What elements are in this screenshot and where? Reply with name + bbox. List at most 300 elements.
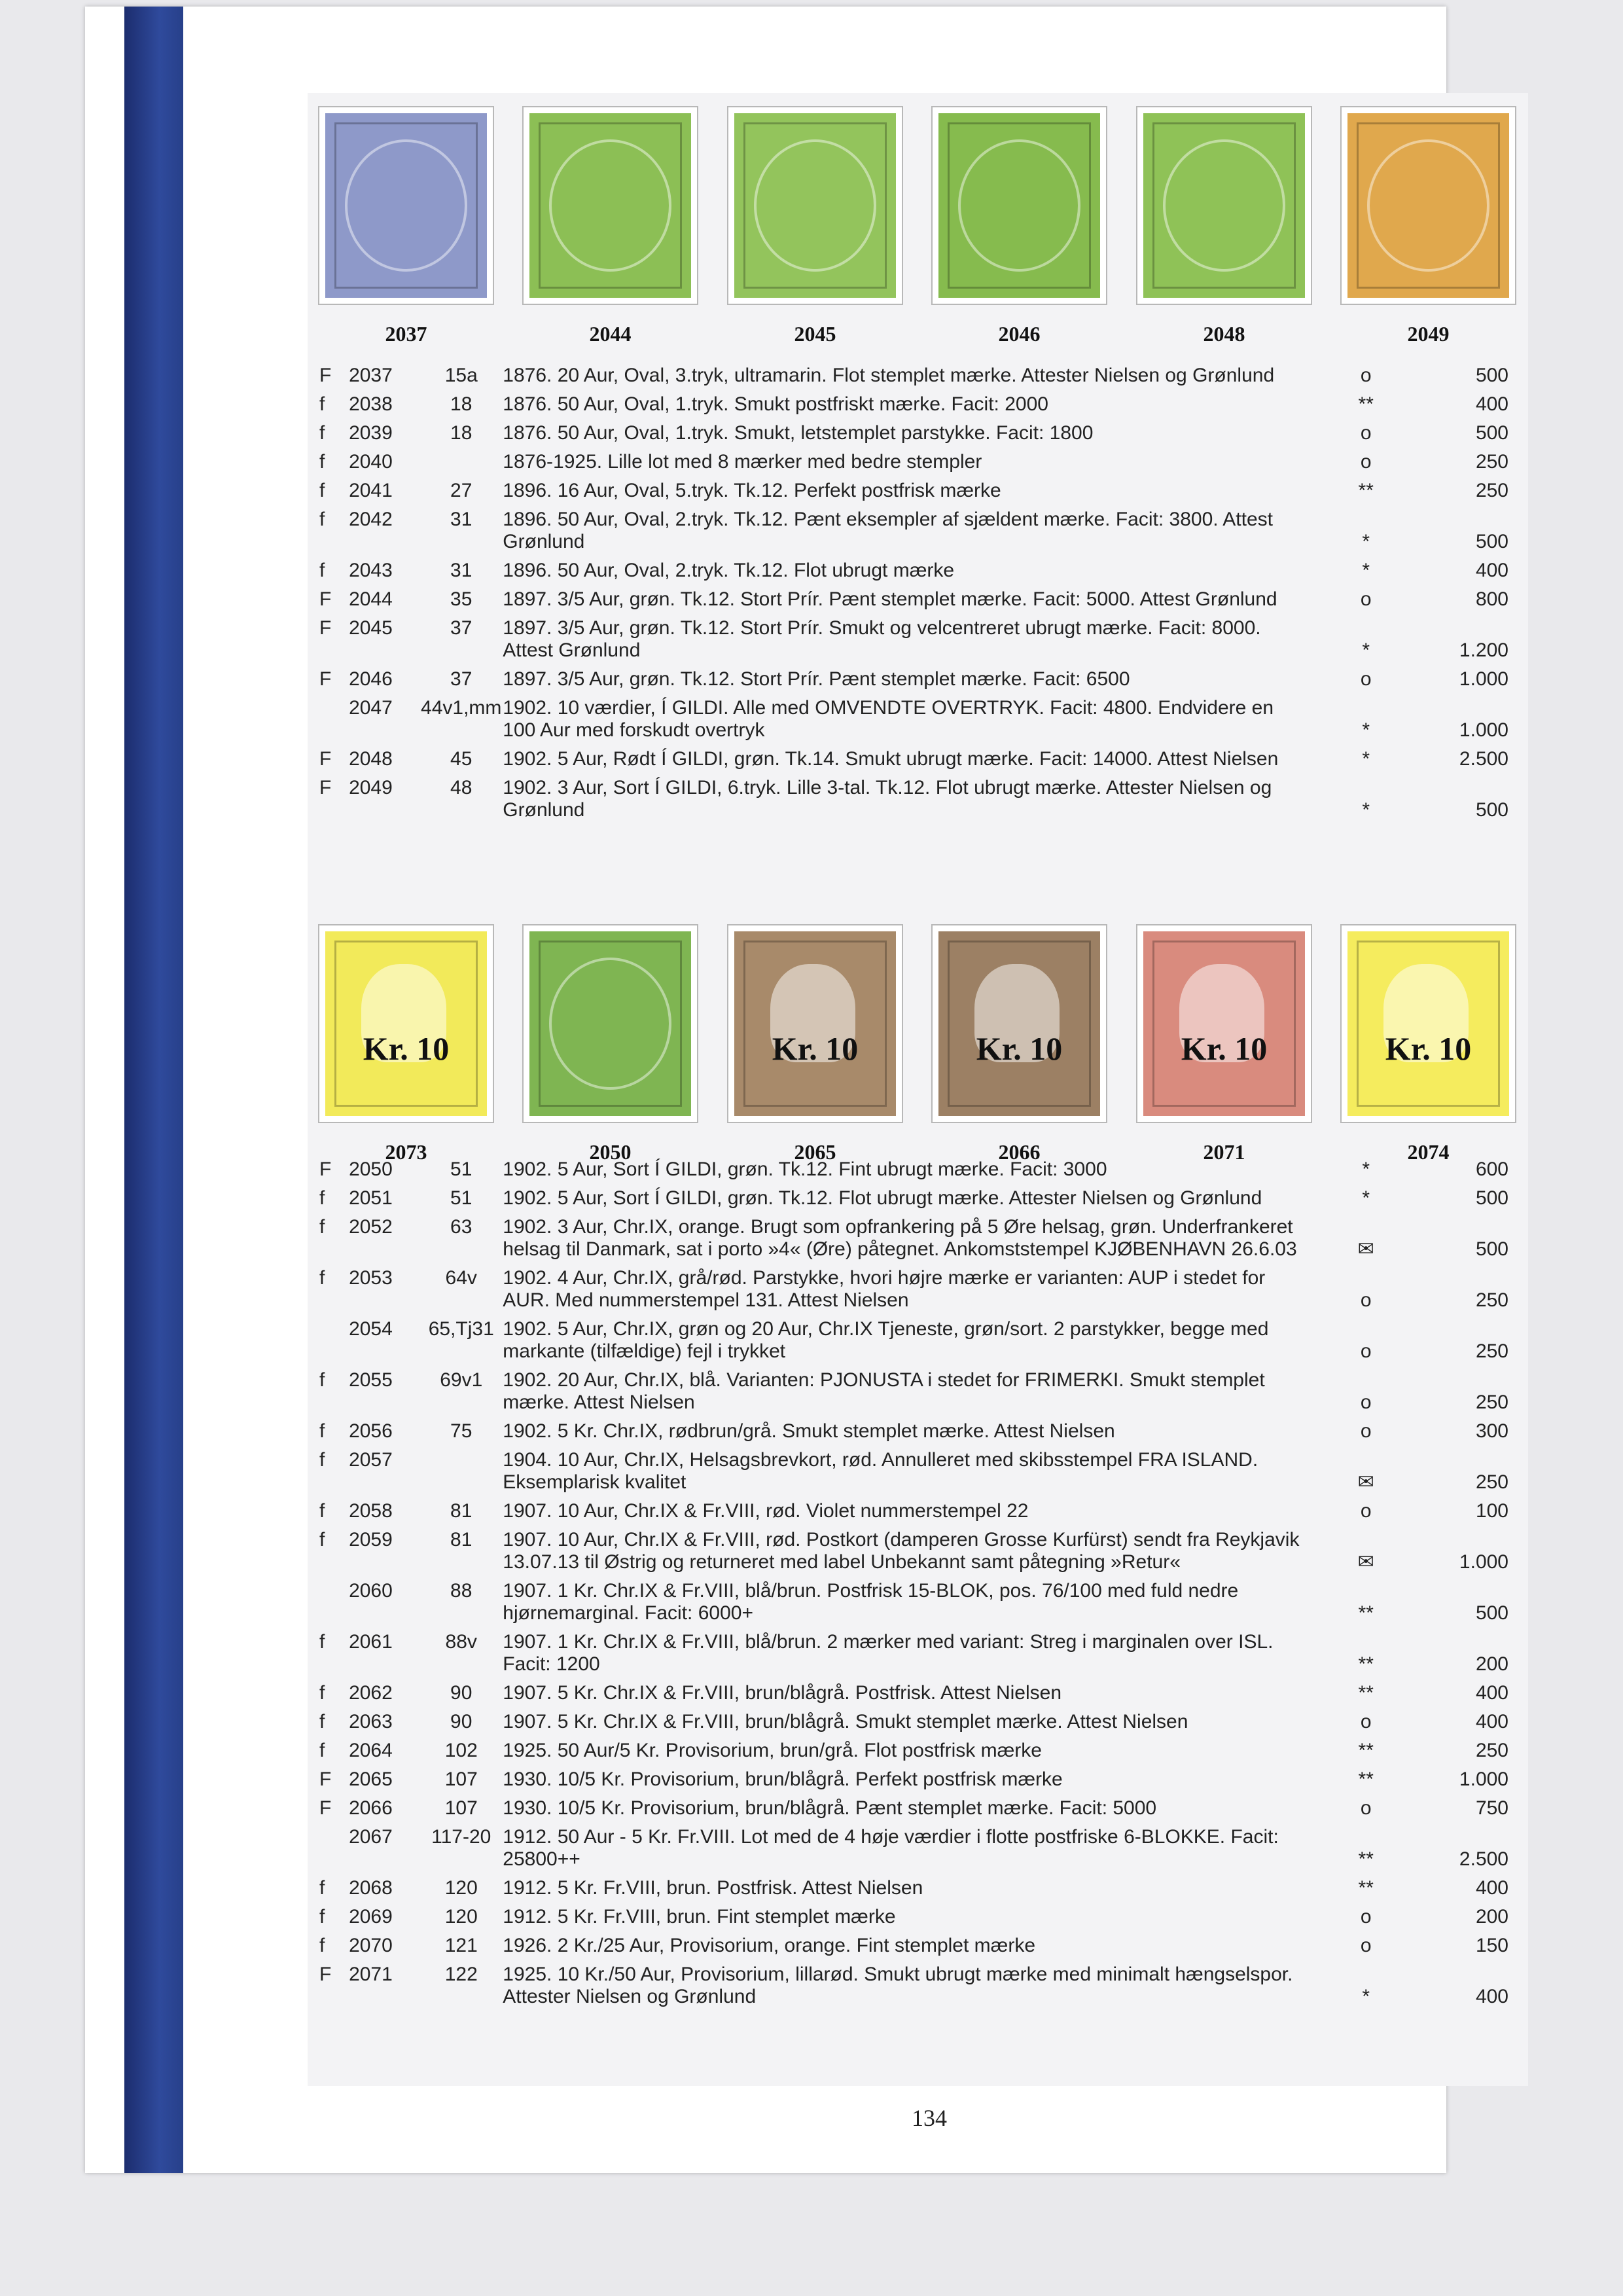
condition-grade: * <box>1362 531 1370 552</box>
condition-grade: * <box>1362 560 1370 581</box>
lot-price: 750 <box>1475 1797 1508 1819</box>
lot-price: 500 <box>1475 799 1508 821</box>
stamp-figure <box>933 925 1106 1164</box>
lot-quality-mark: f <box>319 1187 325 1209</box>
lot-number: 2038 <box>349 393 393 415</box>
lot-price: 200 <box>1475 1906 1508 1928</box>
stamp-caption: 2046 <box>998 322 1041 346</box>
lot-description: 1876. 50 Aur, Oval, 1.tryk. Smukt postfriskt mærke. Facit: 2000 <box>503 393 1048 415</box>
lot-price: 800 <box>1475 588 1508 610</box>
lot-description: 1926. 2 Kr./25 Aur, Provisorium, orange. Fint stemplet mærke <box>503 1935 1036 1956</box>
lot-description: 1896. 50 Aur, Oval, 2.tryk. Tk.12. Pænt eksempler af sjældent mærke. Facit: 3800. Attest Grønlund <box>503 509 1273 552</box>
stamp-caption: 2065 <box>794 1140 836 1164</box>
catalogue-page <box>85 7 1508 2173</box>
lot-price: 500 <box>1475 365 1508 386</box>
condition-grade: o <box>1360 1711 1372 1732</box>
stamp-caption: 2074 <box>1407 1140 1450 1164</box>
lot-table-1 <box>308 361 1528 825</box>
lot-price: 1.000 <box>1459 1551 1508 1573</box>
catalogue-number <box>419 448 503 476</box>
lot-row <box>308 1497 1528 1526</box>
lot-quality-mark: f <box>319 1267 325 1289</box>
lot-number: 2061 <box>349 1631 393 1653</box>
lot-quality-mark: f <box>319 1500 325 1522</box>
stamp-overprint: Kr. 10 <box>363 1030 450 1067</box>
lot-number: 2070 <box>349 1935 393 1956</box>
lot-row <box>308 1446 1528 1497</box>
lot-row <box>308 448 1528 476</box>
lot-number: 2039 <box>349 422 393 444</box>
stamp-figure <box>524 107 697 346</box>
oval-motif <box>1367 139 1489 272</box>
lot-description: 1876-1925. Lille lot med 8 mærker med bedre stempler <box>503 451 982 473</box>
lot-number: 2049 <box>349 777 393 798</box>
stamp-figure <box>1342 925 1515 1164</box>
lot-description: 1925. 50 Aur/5 Kr. Provisorium, brun/grå. Flot postfrisk mærke <box>503 1740 1042 1761</box>
catalogue-number: 45 <box>450 748 473 770</box>
stamp-figure <box>728 925 902 1164</box>
lot-quality-mark <box>308 1577 349 1628</box>
lot-row <box>308 1526 1528 1577</box>
lot-description: 1902. 5 Aur, Sort Í GILDI, grøn. Tk.12. Flot ubrugt mærke. Attester Nielsen og Grønlund <box>503 1187 1262 1209</box>
lot-description: 1897. 3/5 Aur, grøn. Tk.12. Stort Prír. Smukt og velcentreret ubrugt mærke. Facit: 8000. Attest Grønlund <box>503 617 1261 661</box>
catalogue-number: 27 <box>450 480 473 501</box>
lot-number: 2044 <box>349 588 393 610</box>
lot-number: 2045 <box>349 617 393 639</box>
lot-price: 400 <box>1475 1711 1508 1732</box>
lot-number: 2046 <box>349 668 393 690</box>
lot-number: 2060 <box>349 1580 393 1602</box>
lot-number: 2057 <box>349 1449 393 1471</box>
lot-number: 2056 <box>349 1420 393 1442</box>
lot-number: 2048 <box>349 748 393 770</box>
lot-number: 2040 <box>349 451 393 473</box>
oval-motif <box>549 958 671 1090</box>
section-label: Island • Iceland <box>181 75 211 239</box>
catalogue-number: 44v1,mm <box>421 697 502 719</box>
lot-price: 400 <box>1475 1986 1508 2007</box>
lot-price: 400 <box>1475 560 1508 581</box>
lot-number: 2042 <box>349 509 393 530</box>
lot-number: 2071 <box>349 1964 393 1985</box>
lot-price: 200 <box>1475 1653 1508 1675</box>
condition-grade: ** <box>1358 480 1374 501</box>
condition-grade: o <box>1360 422 1372 444</box>
lot-row <box>308 1765 1528 1794</box>
lot-quality-mark: f <box>319 1369 325 1391</box>
condition-grade: ** <box>1358 1682 1374 1704</box>
lot-number: 2053 <box>349 1267 393 1289</box>
lot-description: 1925. 10 Kr./50 Aur, Provisorium, lillarød. Smukt ubrugt mærke med minimalt hængselspor. Attester Nielsen og Grønlund <box>503 1964 1293 2007</box>
orange-oval-stamp-icon <box>1342 107 1515 304</box>
stamp-figure <box>1137 107 1311 346</box>
lot-description: 1902. 5 Aur, Sort Í GILDI, grøn. Tk.12. Fint ubrugt mærke. Facit: 3000 <box>503 1158 1107 1180</box>
content-area <box>308 93 1528 2086</box>
lot-row <box>308 1823 1528 1874</box>
side-band <box>124 7 211 2173</box>
condition-grade: ** <box>1358 1602 1374 1624</box>
condition-grade: * <box>1362 719 1370 741</box>
lot-quality-mark <box>308 694 349 745</box>
blue-oval-stamp-icon <box>319 107 493 304</box>
lot-quality-mark: f <box>319 1935 325 1956</box>
lot-row <box>308 361 1528 390</box>
catalogue-number: 15a <box>444 365 478 386</box>
lot-number: 2051 <box>349 1187 393 1209</box>
brown-double-portrait-stamp-icon <box>728 925 902 1122</box>
lot-quality-mark: f <box>319 451 325 473</box>
catalogue-number: 120 <box>444 1906 478 1928</box>
yellow-portrait-stamp-icon <box>319 925 493 1122</box>
condition-grade: o <box>1360 1340 1372 1362</box>
condition-grade: o <box>1360 1935 1372 1956</box>
stamp-overprint: Kr. 10 <box>1385 1030 1472 1067</box>
lot-number: 2066 <box>349 1797 393 1819</box>
lot-quality-mark: F <box>319 777 332 798</box>
lot-price: 250 <box>1475 1340 1508 1362</box>
lot-row <box>308 1155 1528 1184</box>
catalogue-number: 88 <box>450 1580 473 1602</box>
lot-description: 1902. 4 Aur, Chr.IX, grå/rød. Parstykke, hvori højre mærke er varianten: AUP i stedet for AUR. Med nummerstempel 131. Attest Nielsen <box>503 1267 1266 1311</box>
lot-quality-mark: F <box>319 617 332 639</box>
lot-price: 100 <box>1475 1500 1508 1522</box>
lot-quality-mark: f <box>319 1740 325 1761</box>
lot-description: 1930. 10/5 Kr. Provisorium, brun/blågrå. Pænt stemplet mærke. Facit: 5000 <box>503 1797 1157 1819</box>
oval-motif <box>1163 139 1285 272</box>
lot-description: 1907. 5 Kr. Chr.IX & Fr.VIII, brun/blågrå. Smukt stemplet mærke. Attest Nielsen <box>503 1711 1188 1732</box>
lot-price: 400 <box>1475 393 1508 415</box>
lot-row <box>308 556 1528 585</box>
lot-description: 1876. 50 Aur, Oval, 1.tryk. Smukt, letstemplet parstykke. Facit: 1800 <box>503 422 1094 444</box>
lot-price: 250 <box>1475 1471 1508 1493</box>
lot-description: 1907. 1 Kr. Chr.IX & Fr.VIII, blå/brun. Postfrisk 15-BLOK, pos. 76/100 med fuld nedre hjørnemarginal. Facit: 6000+ <box>503 1580 1239 1624</box>
catalogue-number: 48 <box>450 777 473 798</box>
stamp-overprint: Kr. 10 <box>1181 1030 1268 1067</box>
lot-quality-mark: F <box>319 1964 332 1985</box>
lot-number: 2050 <box>349 1158 393 1180</box>
lot-row <box>308 1736 1528 1765</box>
lot-description: 1912. 5 Kr. Fr.VIII, brun. Fint stemplet mærke <box>503 1906 896 1928</box>
oval-motif <box>345 139 467 272</box>
red-portrait-stamp-icon <box>1137 925 1311 1122</box>
lot-quality-mark: f <box>319 1682 325 1704</box>
lot-description: 1897. 3/5 Aur, grøn. Tk.12. Stort Prír. Pænt stemplet mærke. Facit: 5000. Attest Grønlund <box>503 588 1277 610</box>
stamp-figure <box>728 107 902 346</box>
lot-description: 1930. 10/5 Kr. Provisorium, brun/blågrå. Perfekt postfrisk mærke <box>503 1768 1063 1790</box>
lot-price: 2.500 <box>1459 1848 1508 1870</box>
lot-price: 500 <box>1475 1187 1508 1209</box>
stamp-caption: 2037 <box>385 322 427 346</box>
lot-price: 250 <box>1475 480 1508 501</box>
oval-motif <box>754 139 876 272</box>
lot-number: 2069 <box>349 1906 393 1928</box>
condition-grade: ** <box>1358 1740 1374 1761</box>
lot-row <box>308 694 1528 745</box>
catalogue-number: 18 <box>450 393 473 415</box>
condition-grade: o <box>1360 668 1372 690</box>
lot-description: 1907. 10 Aur, Chr.IX & Fr.VIII, rød. Violet nummerstempel 22 <box>503 1500 1029 1522</box>
lot-description: 1896. 50 Aur, Oval, 2.tryk. Tk.12. Flot ubrugt mærke <box>503 560 955 581</box>
catalogue-number: 102 <box>444 1740 478 1761</box>
green-oval-stamp-icon <box>1137 107 1311 304</box>
catalogue-number: 63 <box>450 1216 473 1238</box>
stamp-figure <box>319 107 493 346</box>
catalogue-number: 122 <box>444 1964 478 1985</box>
lot-number: 2043 <box>349 560 393 581</box>
lot-price: 150 <box>1475 1935 1508 1956</box>
lot-row <box>308 1417 1528 1446</box>
lot-row <box>308 1874 1528 1903</box>
lot-quality-mark <box>308 1823 349 1874</box>
condition-grade: ** <box>1358 1653 1374 1675</box>
condition-grade: o <box>1360 1289 1372 1311</box>
catalogue-number: 64v <box>445 1267 477 1289</box>
lot-quality-mark: F <box>319 748 332 770</box>
catalogue-number: 107 <box>444 1797 478 1819</box>
condition-grade: ** <box>1358 1768 1374 1790</box>
stamp-caption: 2049 <box>1407 322 1450 346</box>
lot-description: 1912. 50 Aur - 5 Kr. Fr.VIII. Lot med de 4 høje værdier i flotte postfriske 6-BLOKKE. Facit: 25800++ <box>503 1826 1279 1870</box>
lot-row <box>308 665 1528 694</box>
yellow-portrait-stamp-icon <box>1342 925 1515 1122</box>
lot-row <box>308 505 1528 556</box>
condition-grade: ✉ <box>1357 1471 1374 1493</box>
lot-price: 250 <box>1475 1289 1508 1311</box>
condition-grade: o <box>1360 588 1372 610</box>
lot-row <box>308 745 1528 774</box>
page-number: 134 <box>912 2105 947 2131</box>
stamp-caption: 2073 <box>385 1140 427 1164</box>
lot-row <box>308 419 1528 448</box>
lot-number: 2068 <box>349 1877 393 1899</box>
stamp-caption: 2071 <box>1203 1140 1245 1164</box>
catalogue-number: 121 <box>444 1935 478 1956</box>
lot-quality-mark: f <box>319 509 325 530</box>
lot-quality-mark: f <box>319 1631 325 1653</box>
stamp-figure <box>1342 107 1515 346</box>
lot-quality-mark: f <box>319 480 325 501</box>
catalogue-number: 90 <box>450 1682 473 1704</box>
condition-grade: * <box>1362 1158 1370 1180</box>
lot-price: 400 <box>1475 1682 1508 1704</box>
lot-number: 2064 <box>349 1740 393 1761</box>
lot-description: 1907. 5 Kr. Chr.IX & Fr.VIII, brun/blågrå. Postfrisk. Attest Nielsen <box>503 1682 1062 1704</box>
condition-grade: o <box>1360 1420 1372 1442</box>
lot-price: 2.500 <box>1459 748 1508 770</box>
stamp-caption: 2048 <box>1203 322 1245 346</box>
lot-row <box>308 1315 1528 1366</box>
lot-row <box>308 1794 1528 1823</box>
lot-row <box>308 1628 1528 1679</box>
lot-quality-mark: f <box>319 1906 325 1928</box>
lot-row <box>308 1931 1528 1960</box>
stamp-figure <box>524 925 697 1164</box>
catalogue-number: 65,Tj31 <box>428 1318 494 1340</box>
condition-grade: ** <box>1358 393 1374 415</box>
lot-price: 1.200 <box>1459 639 1508 661</box>
lot-row <box>308 1903 1528 1931</box>
lot-price: 300 <box>1475 1420 1508 1442</box>
catalogue-number: 37 <box>450 668 473 690</box>
lot-description: 1907. 1 Kr. Chr.IX & Fr.VIII, blå/brun. 2 mærker med variant: Streg i marginalen over ISL. Facit: 1200 <box>503 1631 1274 1675</box>
lot-row <box>308 1264 1528 1315</box>
lot-quality-mark: f <box>319 1877 325 1899</box>
lot-description: 1912. 5 Kr. Fr.VIII, brun. Postfrisk. Attest Nielsen <box>503 1877 923 1899</box>
catalogue-number: 18 <box>450 422 473 444</box>
stamp-overprint: Kr. 10 <box>976 1030 1063 1067</box>
green-oval-stamp-icon <box>524 925 697 1122</box>
lot-quality-mark: F <box>319 1768 332 1790</box>
lot-number: 2059 <box>349 1529 393 1551</box>
lot-quality-mark: F <box>319 1797 332 1819</box>
stamp-caption: 2050 <box>589 1140 632 1164</box>
lot-row <box>308 390 1528 419</box>
lot-description: 1907. 10 Aur, Chr.IX & Fr.VIII, rød. Postkort (damperen Grosse Kurfürst) sendt fra Reykjavik 13.07.13 til Østrig og returneret med label Unbekannt samt påtegning »Retur« <box>503 1529 1300 1573</box>
lot-quality-mark: F <box>319 1158 332 1180</box>
condition-grade: ** <box>1358 1848 1374 1870</box>
condition-grade: * <box>1362 639 1370 661</box>
lot-number: 2062 <box>349 1682 393 1704</box>
condition-grade: ✉ <box>1357 1238 1374 1260</box>
lot-description: 1876. 20 Aur, Oval, 3.tryk, ultramarin. Flot stemplet mærke. Attester Nielsen og Grønlund <box>503 365 1275 386</box>
oval-motif <box>958 139 1080 272</box>
condition-grade: o <box>1360 1797 1372 1819</box>
lot-number: 2067 <box>349 1826 393 1848</box>
condition-grade: o <box>1360 1500 1372 1522</box>
lot-row <box>308 614 1528 665</box>
condition-grade: * <box>1362 748 1370 770</box>
lot-row <box>308 1577 1528 1628</box>
stamp-figure <box>319 925 493 1164</box>
condition-grade: * <box>1362 1187 1370 1209</box>
lot-row <box>308 1366 1528 1417</box>
lot-number: 2037 <box>349 365 393 386</box>
lot-description: 1904. 10 Aur, Chr.IX, Helsagsbrevkort, rød. Annulleret med skibsstempel FRA ISLAND. Eksemplarisk kvalitet <box>503 1449 1258 1493</box>
stamp-figure <box>933 107 1106 346</box>
lot-description: 1897. 3/5 Aur, grøn. Tk.12. Stort Prír. Pænt stemplet mærke. Facit: 6500 <box>503 668 1130 690</box>
stamp-caption: 2045 <box>794 322 836 346</box>
catalogue-number: 75 <box>450 1420 473 1442</box>
catalogue-number: 107 <box>444 1768 478 1790</box>
lot-description: 1902. 5 Aur, Rødt Í GILDI, grøn. Tk.14. Smukt ubrugt mærke. Facit: 14000. Attest Nielsen <box>503 748 1279 770</box>
lot-quality-mark: f <box>319 1529 325 1551</box>
catalogue-number: 117-20 <box>431 1826 491 1848</box>
lot-number: 2041 <box>349 480 393 501</box>
stamp-image-row-1 <box>308 93 1528 348</box>
lot-price: 250 <box>1475 1740 1508 1761</box>
stamp-figure <box>1137 925 1311 1164</box>
catalogue-number: 35 <box>450 588 473 610</box>
lot-number: 2052 <box>349 1216 393 1238</box>
brown-double-portrait-stamp-icon <box>933 925 1106 1122</box>
lot-quality-mark: f <box>319 560 325 581</box>
lot-description: 1902. 10 værdier, Í GILDI. Alle med OMVENDTE OVERTRYK. Facit: 4800. Endvidere en 100 Aur med forskudt overtryk <box>503 697 1274 741</box>
lot-number: 2065 <box>349 1768 393 1790</box>
lot-price: 400 <box>1475 1877 1508 1899</box>
lot-number: 2047 <box>349 697 393 719</box>
condition-grade: o <box>1360 365 1372 386</box>
catalogue-number: 51 <box>450 1187 473 1209</box>
catalogue-number: 81 <box>450 1529 473 1551</box>
catalogue-number: 88v <box>445 1631 477 1653</box>
lot-description: 1902. 5 Kr. Chr.IX, rødbrun/grå. Smukt stemplet mærke. Attest Nielsen <box>503 1420 1115 1442</box>
lot-quality-mark: f <box>319 422 325 444</box>
lot-description: 1902. 3 Aur, Chr.IX, orange. Brugt som opfrankering på 5 Øre helsag, grøn. Underfrankeret helsag til Danmark, sat i porto »4« (Øre) påtegnet. Ankomststempel KJØBENHAVN 26.6.03 <box>503 1216 1297 1260</box>
lot-quality-mark: F <box>319 588 332 610</box>
catalogue-number: 90 <box>450 1711 473 1732</box>
oval-motif <box>549 139 671 272</box>
green-oval-stamp-icon <box>524 107 697 304</box>
lot-price: 600 <box>1475 1158 1508 1180</box>
lot-number: 2058 <box>349 1500 393 1522</box>
condition-grade: o <box>1360 1906 1372 1928</box>
lot-quality-mark: f <box>319 393 325 415</box>
stamp-image-row-2 <box>308 911 1528 1166</box>
condition-grade: * <box>1362 1986 1370 2007</box>
lot-row <box>308 1213 1528 1264</box>
lot-row <box>308 774 1528 825</box>
lot-description: 1896. 16 Aur, Oval, 5.tryk. Tk.12. Perfekt postfrisk mærke <box>503 480 1001 501</box>
lot-row <box>308 1679 1528 1708</box>
lot-quality-mark: F <box>319 668 332 690</box>
lot-price: 500 <box>1475 1602 1508 1624</box>
lot-row <box>308 1184 1528 1213</box>
stamp-caption: 2066 <box>998 1140 1041 1164</box>
catalogue-number <box>419 1446 503 1497</box>
condition-grade: o <box>1360 451 1372 473</box>
lot-quality-mark: f <box>319 1449 325 1471</box>
lot-description: 1902. 20 Aur, Chr.IX, blå. Varianten: PJONUSTA i stedet for FRIMERKI. Smukt stemplet mærke. Attest Nielsen <box>503 1369 1265 1413</box>
lot-row <box>308 1708 1528 1736</box>
catalogue-number: 37 <box>450 617 473 639</box>
condition-grade: ** <box>1358 1877 1374 1899</box>
catalogue-number: 81 <box>450 1500 473 1522</box>
lot-price: 1.000 <box>1459 668 1508 690</box>
catalogue-number: 120 <box>444 1877 478 1899</box>
lot-row <box>308 476 1528 505</box>
catalogue-number: 31 <box>450 560 473 581</box>
catalogue-number: 51 <box>450 1158 473 1180</box>
lot-price: 250 <box>1475 451 1508 473</box>
lot-quality-mark: f <box>319 1711 325 1732</box>
lot-price: 500 <box>1475 531 1508 552</box>
green-oval-stamp-icon <box>728 107 902 304</box>
condition-grade: o <box>1360 1391 1372 1413</box>
stamp-caption: 2044 <box>589 322 632 346</box>
lot-quality-mark: f <box>319 1216 325 1238</box>
lot-price: 500 <box>1475 422 1508 444</box>
catalogue-number: 69v1 <box>440 1369 483 1391</box>
catalogue-number: 31 <box>450 509 473 530</box>
lot-quality-mark: f <box>319 1420 325 1442</box>
lot-quality-mark <box>308 1315 349 1366</box>
condition-grade: * <box>1362 799 1370 821</box>
lot-number: 2055 <box>349 1369 393 1391</box>
lot-table-2 <box>308 1155 1528 2011</box>
lot-price: 1.000 <box>1459 1768 1508 1790</box>
lot-description: 1902. 5 Aur, Chr.IX, grøn og 20 Aur, Chr.IX Tjeneste, grøn/sort. 2 parstykker, begge med markante (tilfældige) fejl i trykket <box>503 1318 1269 1362</box>
lot-price: 1.000 <box>1459 719 1508 741</box>
stamp-overprint: Kr. 10 <box>772 1030 859 1067</box>
green-oval-stamp-icon <box>933 107 1106 304</box>
lot-price: 250 <box>1475 1391 1508 1413</box>
lot-row <box>308 585 1528 614</box>
lot-number: 2054 <box>349 1318 393 1340</box>
condition-grade: ✉ <box>1357 1551 1374 1573</box>
lot-price: 500 <box>1475 1238 1508 1260</box>
lot-number: 2063 <box>349 1711 393 1732</box>
lot-description: 1902. 3 Aur, Sort Í GILDI, 6.tryk. Lille 3-tal. Tk.12. Flot ubrugt mærke. Attester Nielsen og Grønlund <box>503 777 1272 821</box>
